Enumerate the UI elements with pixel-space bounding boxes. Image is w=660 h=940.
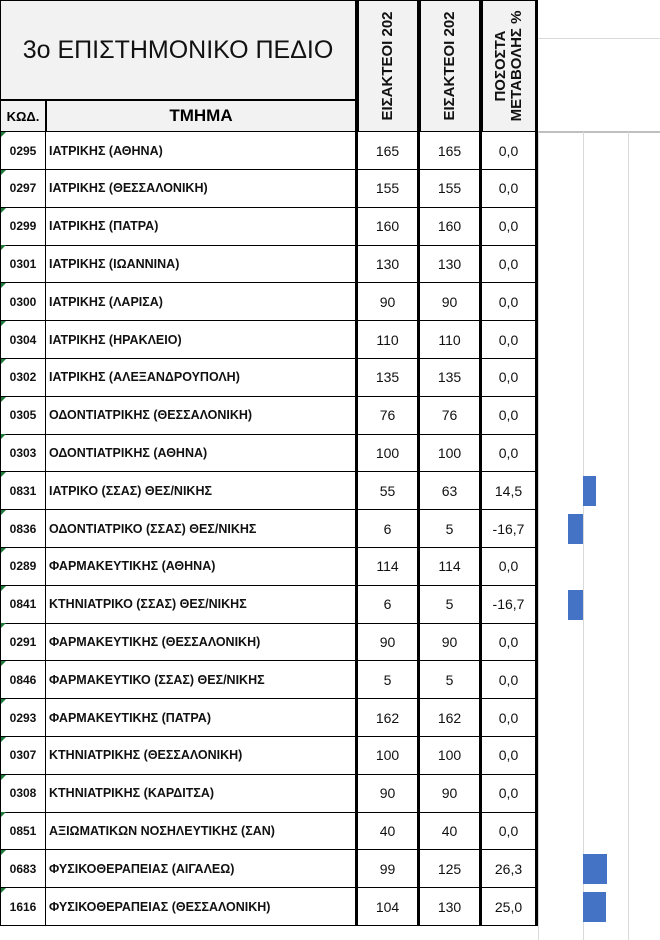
dept-code: 0295 [0,132,46,170]
table-title: 3ο ΕΠΙΣΤΗΜΟΝΙΚΟ ΠΕΔΙΟ [0,0,356,100]
dept-name: ΚΤΗΝΙΑΤΡΙΚΟ (ΣΣΑΣ) ΘΕΣ/ΝΙΚΗΣ [46,586,358,624]
percent-change-value: -16,7 [482,510,538,548]
admitted-1-value: 76 [358,397,420,435]
table-row [0,472,538,510]
dept-name: ΙΑΤΡΙΚΗΣ (ΘΕΣΣΑΛΟΝΙΚΗ) [46,170,358,208]
table-row [0,737,538,775]
table-row [0,510,538,548]
table-row [0,245,538,283]
dept-code: 0841 [0,586,46,624]
admitted-1-value: 6 [358,586,420,624]
admitted-2-value: 125 [420,850,482,888]
dept-name: ΚΤΗΝΙΑΤΡΙΚΗΣ (ΘΕΣΣΑΛΟΝΙΚΗ) [46,737,358,775]
dept-code: 0302 [0,359,46,397]
percent-change-value: 0,0 [482,208,538,246]
dept-code: 0300 [0,283,46,321]
dept-name: ΦΑΡΜΑΚΕΥΤΙΚΗΣ (ΘΕΣΣΑΛΟΝΙΚΗ) [46,623,358,661]
admitted-2-value: 90 [420,623,482,661]
percent-change-value: 0,0 [482,699,538,737]
dept-code: 0836 [0,510,46,548]
dept-code: 0301 [0,245,46,283]
table-row [0,623,538,661]
change-bar [583,476,596,506]
admitted-1-value: 5 [358,661,420,699]
admitted-2-value: 5 [420,586,482,624]
percent-change-value: 0,0 [482,397,538,435]
chart-gridline [628,132,629,940]
admitted-2-value: 63 [420,472,482,510]
admitted-2-value: 155 [420,170,482,208]
admitted-2-value: 130 [420,888,482,926]
percent-change-value: 0,0 [482,132,538,170]
percent-change-value: 0,0 [482,245,538,283]
table-row [0,283,538,321]
dept-name: ΟΔΟΝΤΙΑΤΡΙΚΗΣ (ΘΕΣΣΑΛΟΝΙΚΗ) [46,397,358,435]
dept-name: ΦΑΡΜΑΚΕΥΤΙΚΟ (ΣΣΑΣ) ΘΕΣ/ΝΙΚΗΣ [46,661,358,699]
table-row [0,132,538,170]
change-bar [583,854,607,884]
percent-change-value: 25,0 [482,888,538,926]
admitted-2-value: 5 [420,510,482,548]
header-admitted-2-label: ΕΙΣΑΚΤΕΟΙ 202 [441,11,458,121]
dept-name: ΙΑΤΡΙΚΗΣ (ΑΛΕΞΑΝΔΡΟΥΠΟΛΗ) [46,359,358,397]
percent-change-value: 26,3 [482,850,538,888]
change-bar [568,514,583,544]
percent-change-value: 0,0 [482,661,538,699]
table-row [0,661,538,699]
dept-code: 0291 [0,623,46,661]
admitted-2-value: 40 [420,812,482,850]
dept-name: ΟΔΟΝΤΙΑΤΡΙΚΗΣ (ΑΘΗΝΑ) [46,434,358,472]
percent-change-value: 0,0 [482,283,538,321]
dept-name: ΙΑΤΡΙΚΗΣ (ΠΑΤΡΑ) [46,208,358,246]
admitted-2-value: 76 [420,397,482,435]
admitted-2-value: 90 [420,775,482,813]
percent-change-value: 0,0 [482,623,538,661]
admitted-1-value: 100 [358,434,420,472]
dept-code: 0297 [0,170,46,208]
admitted-1-value: 6 [358,510,420,548]
change-bar-chart [538,0,660,940]
admitted-1-value: 55 [358,472,420,510]
change-bar [568,590,583,620]
dept-code: 0846 [0,661,46,699]
admitted-2-value: 160 [420,208,482,246]
admitted-1-value: 162 [358,699,420,737]
admitted-2-value: 90 [420,283,482,321]
percent-change-value: 0,0 [482,775,538,813]
admitted-2-value: 162 [420,699,482,737]
percent-change-value: 0,0 [482,359,538,397]
percent-change-value: 0,0 [482,812,538,850]
dept-code: 0303 [0,434,46,472]
admitted-1-value: 160 [358,208,420,246]
admitted-1-value: 90 [358,775,420,813]
dept-name: ΦΥΣΙΚΟΘΕΡΑΠΕΙΑΣ (ΘΕΣΣΑΛΟΝΙΚΗ) [46,888,358,926]
dept-code: 0293 [0,699,46,737]
admitted-2-value: 100 [420,434,482,472]
header-code: ΚΩΔ. [0,100,46,132]
dept-code: 0851 [0,812,46,850]
table-row [0,434,538,472]
admitted-1-value: 90 [358,283,420,321]
dept-name: ΙΑΤΡΙΚΗΣ (ΗΡΑΚΛΕΙΟ) [46,321,358,359]
admitted-1-value: 114 [358,548,420,586]
chart-axis [583,132,584,940]
dept-name: ΑΞΙΩΜΑΤΙΚΩΝ ΝΟΣΗΛΕΥΤΙΚΗΣ (ΣΑΝ) [46,812,358,850]
admitted-2-value: 5 [420,661,482,699]
admitted-2-value: 110 [420,321,482,359]
header-percent-change-label [493,11,525,122]
dept-name: ΟΔΟΝΤΙΑΤΡΙΚΟ (ΣΣΑΣ) ΘΕΣ/ΝΙΚΗΣ [46,510,358,548]
header-department: ΤΜΗΜΑ [46,100,356,132]
table-row [0,699,538,737]
admitted-1-value: 130 [358,245,420,283]
admitted-2-value: 165 [420,132,482,170]
header-percent-change [482,0,538,132]
change-bar [583,892,606,922]
dept-code: 0305 [0,397,46,435]
table-row [0,208,538,246]
dept-code: 0307 [0,737,46,775]
admitted-1-value: 110 [358,321,420,359]
dept-code: 0683 [0,850,46,888]
percent-change-value: 0,0 [482,548,538,586]
dept-name: ΙΑΤΡΙΚΟ (ΣΣΑΣ) ΘΕΣ/ΝΙΚΗΣ [46,472,358,510]
dept-name: ΦΑΡΜΑΚΕΥΤΙΚΗΣ (ΠΑΤΡΑ) [46,699,358,737]
table-row [0,775,538,813]
table-row [0,586,538,624]
dept-code: 0831 [0,472,46,510]
chart-gridline [538,132,539,940]
percent-change-value: 0,0 [482,434,538,472]
table-row [0,321,538,359]
percent-change-value: 0,0 [482,170,538,208]
dept-code: 0289 [0,548,46,586]
header-percent-line1: ΠΟΣΟΣΤΑ [492,30,509,102]
admitted-1-value: 100 [358,737,420,775]
dept-code: 0308 [0,775,46,813]
percent-change-value: 0,0 [482,737,538,775]
dept-name: ΦΑΡΜΑΚΕΥΤΙΚΗΣ (ΑΘΗΝΑ) [46,548,358,586]
table-row [0,888,538,926]
admitted-1-value: 155 [358,170,420,208]
table-row [0,850,538,888]
table-row [0,359,538,397]
header-admitted-1-label: ΕΙΣΑΚΤΕΟΙ 202 [379,11,396,121]
percent-change-value: 14,5 [482,472,538,510]
admitted-1-value: 165 [358,132,420,170]
header-admitted-1 [356,0,420,132]
table-row [0,812,538,850]
dept-name: ΦΥΣΙΚΟΘΕΡΑΠΕΙΑΣ (ΑΙΓΑΛΕΩ) [46,850,358,888]
dept-name: ΚΤΗΝΙΑΤΡΙΚΗΣ (ΚΑΡΔΙΤΣΑ) [46,775,358,813]
admitted-2-value: 100 [420,737,482,775]
header-percent-line2: ΜΕΤΑΒΟΛΗΣ % [508,10,525,122]
table-row [0,170,538,208]
admitted-1-value: 104 [358,888,420,926]
admitted-2-value: 130 [420,245,482,283]
dept-name: ΙΑΤΡΙΚΗΣ (ΛΑΡΙΣΑ) [46,283,358,321]
dept-code: 0304 [0,321,46,359]
admitted-2-value: 135 [420,359,482,397]
percent-change-value: -16,7 [482,586,538,624]
dept-code: 0299 [0,208,46,246]
admitted-1-value: 40 [358,812,420,850]
dept-name: ΙΑΤΡΙΚΗΣ (ΙΩΑΝΝΙΝΑ) [46,245,358,283]
admitted-1-value: 99 [358,850,420,888]
table-row [0,548,538,586]
dept-name: ΙΑΤΡΙΚΗΣ (ΑΘΗΝΑ) [46,132,358,170]
dept-code: 1616 [0,888,46,926]
chart-gridline [538,131,660,133]
admitted-1-value: 90 [358,623,420,661]
admitted-2-value: 114 [420,548,482,586]
percent-change-value: 0,0 [482,321,538,359]
admitted-1-value: 135 [358,359,420,397]
header-admitted-2 [420,0,482,132]
table-row [0,397,538,435]
chart-gridline [538,38,660,39]
